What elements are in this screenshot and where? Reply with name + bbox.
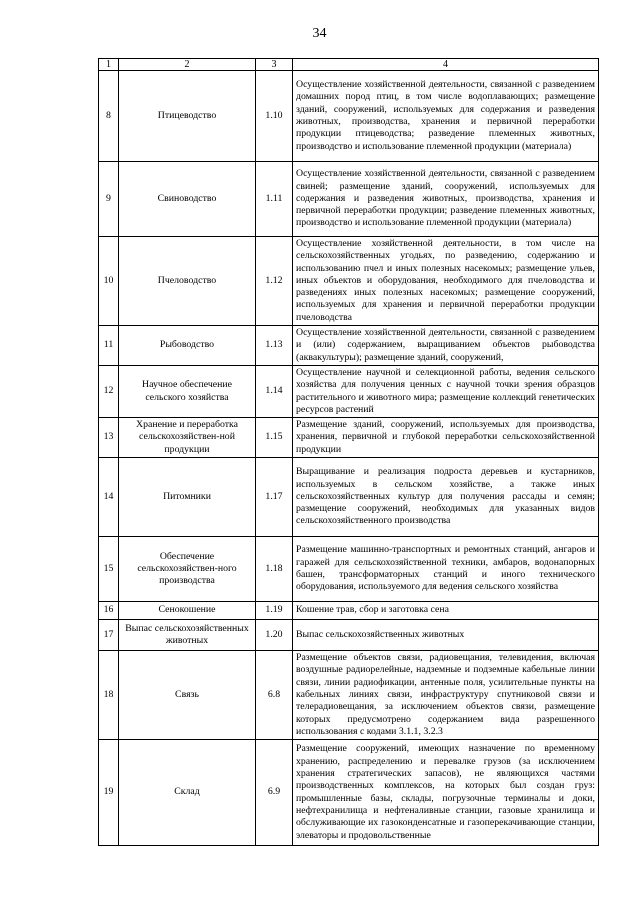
header-row (99, 59, 599, 71)
row-number: 10 (99, 237, 119, 326)
row-description: Кошение трав, сбор и заготовка сена (293, 602, 599, 620)
row-description: Размещение машинно-транспортных и ремонтных станций, ангаров и гаражей для сельскохозяйственной техники, амбаров, водонапорных башен, трансформаторных станций и иного технического оборудования, используемого для ведения сельского хозяйства (293, 537, 599, 602)
row-name: Научное обеспечение сельского хозяйства (119, 365, 256, 417)
table-row (99, 418, 599, 458)
row-description: Осуществление хозяйственной деятельности, связанной с разведением домашних пород птиц, в том числе водоплавающих; размещение зданий, сооружений, используемых для содержания и разведения животных, производства, хранения и первичной переработки продукции птицеводства; разведение племенных животных, производство и использование племенной продукции (материала) (293, 71, 599, 162)
row-name: Сенокошение (119, 602, 256, 620)
row-number: 15 (99, 537, 119, 602)
row-code: 1.18 (256, 537, 293, 602)
row-name: Рыбоводство (119, 326, 256, 366)
row-number: 19 (99, 740, 119, 846)
row-name: Хранение и переработка сельскохозяйствен-ной продукции (119, 418, 256, 458)
row-code: 1.11 (256, 162, 293, 237)
row-description: Размещение объектов связи, радиовещания, телевидения, включая воздушные радиорелейные, надземные и подземные кабельные линии связи, линии радиофикации, антенные поля, усилительные пункты на кабельных линиях связи, инфраструктуру спутниковой связи и телерадиовещания, за исключением объектов связи, размещение которых предусмотрено содержанием вида разрешенного использования с кодами 3.1.1, 3.2.3 (293, 651, 599, 740)
table-row (99, 326, 599, 366)
row-number: 8 (99, 71, 119, 162)
row-description: Выращивание и реализация подроста деревьев и кустарников, используемых в сельском хозяйстве, а также иных сельскохозяйственных культур для получения рассады и семян; размещение сооружений, необходимых для указанных видов сельскохозяйственного производства (293, 458, 599, 537)
row-code: 1.20 (256, 620, 293, 651)
page-number: 34 (312, 26, 327, 41)
row-number: 12 (99, 365, 119, 417)
row-code: 1.13 (256, 326, 293, 366)
table-row (99, 602, 599, 620)
row-name: Связь (119, 651, 256, 740)
table-row (99, 162, 599, 237)
row-name: Склад (119, 740, 256, 846)
header-col-3: 3 (256, 59, 293, 71)
row-number: 17 (99, 620, 119, 651)
row-name: Свиноводство (119, 162, 256, 237)
row-code: 6.9 (256, 740, 293, 846)
row-name: Пчеловодство (119, 237, 256, 326)
row-name: Выпас сельскохозяйственных животных (119, 620, 256, 651)
row-code: 6.8 (256, 651, 293, 740)
row-number: 11 (99, 326, 119, 366)
table-row (99, 537, 599, 602)
row-code: 1.14 (256, 365, 293, 417)
row-code: 1.12 (256, 237, 293, 326)
row-code: 1.10 (256, 71, 293, 162)
row-number: 13 (99, 418, 119, 458)
row-number: 14 (99, 458, 119, 537)
table-row (99, 620, 599, 651)
header-col-4: 4 (293, 59, 599, 71)
row-description: Осуществление научной и селекционной работы, ведения сельского хозяйства для получения ценных с научной точки зрения образцов растительного и животного мира; размещение коллекций генетических ресурсов растений (293, 365, 599, 417)
row-name: Птицеводство (119, 71, 256, 162)
header-col-2: 2 (119, 59, 256, 71)
row-number: 9 (99, 162, 119, 237)
table-row (99, 458, 599, 537)
row-code: 1.15 (256, 418, 293, 458)
land-use-table (98, 58, 599, 846)
row-description: Выпас сельскохозяйственных животных (293, 620, 599, 651)
row-name: Питомники (119, 458, 256, 537)
table-row (99, 71, 599, 162)
row-number: 16 (99, 602, 119, 620)
table-row (99, 651, 599, 740)
row-number: 18 (99, 651, 119, 740)
row-description: Осуществление хозяйственной деятельности, связанной с разведением и (или) содержанием, выращиванием объектов рыбоводства (аквакультуры); размещение зданий, сооружений, (293, 326, 599, 366)
table-row (99, 237, 599, 326)
header-col-1: 1 (99, 59, 119, 71)
row-code: 1.19 (256, 602, 293, 620)
row-description: Размещение зданий, сооружений, используемых для производства, хранения, первичной и глубокой переработки сельскохозяйственной продукции (293, 418, 599, 458)
row-description: Размещение сооружений, имеющих назначение по временному хранению, распределению и перевалке грузов (за исключением хранения стратегических запасов), не являющихся частями производственных комплексов, на которых был создан груз: промышленные базы, склады, погрузочные терминалы и доки, нефтехранилища и нефтеналивные станции, газовые хранилища и обслуживающие их газоконденсатные и газоперекачивающие станции, элеваторы и продовольственные (293, 740, 599, 846)
row-description: Осуществление хозяйственной деятельности, связанной с разведением свиней; размещение зданий, сооружений, используемых для содержания и разведения животных, производства, хранения и первичной переработки продукции; разведение племенных животных, производство и использование племенной продукции (материала) (293, 162, 599, 237)
row-name: Обеспечение сельскохозяйствен-ного производства (119, 537, 256, 602)
table-row (99, 365, 599, 417)
table-row (99, 740, 599, 846)
row-code: 1.17 (256, 458, 293, 537)
row-description: Осуществление хозяйственной деятельности, в том числе на сельскохозяйственных угодьях, по разведению, содержанию и использованию пчел и иных полезных насекомых; размещение ульев, иных объектов и оборудования, необходимого для пчеловодства и разведениях иных полезных насекомых; размещение сооружений, используемых для хранения и первичной переработки продукции пчеловодства (293, 237, 599, 326)
